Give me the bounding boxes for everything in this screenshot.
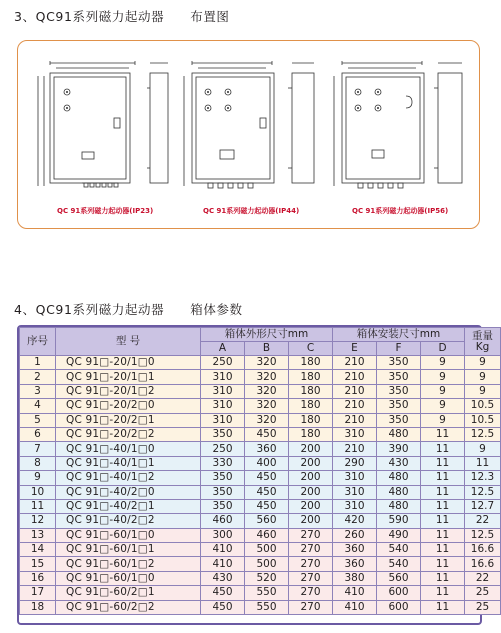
cell-b: 320 bbox=[245, 413, 289, 427]
table-row bbox=[20, 413, 501, 427]
cell-model: QC 91□-60/1□2 bbox=[56, 557, 201, 571]
cell-index: 1 bbox=[20, 356, 56, 370]
cell-e: 210 bbox=[333, 413, 377, 427]
table-row bbox=[20, 384, 501, 398]
cell-c: 270 bbox=[289, 528, 333, 542]
cabinet-ip44-drawing bbox=[180, 58, 330, 203]
layout-heading-number: 3、 bbox=[14, 9, 36, 24]
cell-index: 12 bbox=[20, 514, 56, 528]
cell-d: 11 bbox=[421, 471, 465, 485]
cell-c: 200 bbox=[289, 471, 333, 485]
cell-f: 350 bbox=[377, 356, 421, 370]
table-row bbox=[20, 557, 501, 571]
cell-c: 270 bbox=[289, 600, 333, 614]
cell-e: 360 bbox=[333, 557, 377, 571]
header-col-b: B bbox=[245, 342, 289, 356]
cell-c: 200 bbox=[289, 499, 333, 513]
parameters-heading-title: QC91系列磁力起动器 bbox=[35, 302, 165, 317]
layout-heading-title: QC91系列磁力起动器 bbox=[35, 9, 165, 24]
cell-b: 450 bbox=[245, 471, 289, 485]
cell-e: 210 bbox=[333, 442, 377, 456]
cell-d: 9 bbox=[421, 384, 465, 398]
cell-model: QC 91□-60/1□0 bbox=[56, 528, 201, 542]
cell-c: 270 bbox=[289, 557, 333, 571]
cell-e: 410 bbox=[333, 600, 377, 614]
cell-a: 450 bbox=[201, 586, 245, 600]
cell-d: 11 bbox=[421, 586, 465, 600]
cell-e: 310 bbox=[333, 427, 377, 441]
cell-b: 320 bbox=[245, 370, 289, 384]
cell-weight: 12.5 bbox=[465, 528, 501, 542]
cell-f: 350 bbox=[377, 413, 421, 427]
cell-index: 9 bbox=[20, 471, 56, 485]
cell-a: 250 bbox=[201, 356, 245, 370]
cell-f: 490 bbox=[377, 528, 421, 542]
cell-d: 9 bbox=[421, 413, 465, 427]
cell-a: 460 bbox=[201, 514, 245, 528]
cell-b: 520 bbox=[245, 571, 289, 585]
table-row bbox=[20, 600, 501, 614]
table-row bbox=[20, 356, 501, 370]
cell-e: 410 bbox=[333, 586, 377, 600]
cell-index: 3 bbox=[20, 384, 56, 398]
cell-f: 540 bbox=[377, 543, 421, 557]
cell-weight: 25 bbox=[465, 600, 501, 614]
table-row bbox=[20, 427, 501, 441]
cell-e: 210 bbox=[333, 399, 377, 413]
cell-d: 11 bbox=[421, 543, 465, 557]
table-row bbox=[20, 586, 501, 600]
header-col-c: C bbox=[289, 342, 333, 356]
cell-d: 11 bbox=[421, 485, 465, 499]
cell-a: 350 bbox=[201, 427, 245, 441]
cell-c: 180 bbox=[289, 356, 333, 370]
layout-heading bbox=[14, 7, 230, 25]
cell-e: 310 bbox=[333, 485, 377, 499]
header-col-d: D bbox=[421, 342, 465, 356]
cell-e: 210 bbox=[333, 370, 377, 384]
cell-model: QC 91□-40/1□1 bbox=[56, 456, 201, 470]
cell-model: QC 91□-20/2□1 bbox=[56, 413, 201, 427]
cell-model: QC 91□-40/1□2 bbox=[56, 471, 201, 485]
cell-f: 600 bbox=[377, 600, 421, 614]
cell-f: 540 bbox=[377, 557, 421, 571]
cell-model: QC 91□-60/2□1 bbox=[56, 586, 201, 600]
cell-model: QC 91□-20/2□0 bbox=[56, 399, 201, 413]
cell-b: 550 bbox=[245, 600, 289, 614]
header-col-f: F bbox=[377, 342, 421, 356]
cell-d: 9 bbox=[421, 399, 465, 413]
cell-f: 560 bbox=[377, 571, 421, 585]
cell-c: 270 bbox=[289, 586, 333, 600]
parameters-heading-subtitle: 箱体参数 bbox=[190, 302, 243, 317]
cell-index: 2 bbox=[20, 370, 56, 384]
cell-index: 18 bbox=[20, 600, 56, 614]
layout-heading-subtitle: 布置图 bbox=[190, 9, 230, 24]
cabinet-parameter-table bbox=[17, 325, 495, 625]
cell-e: 360 bbox=[333, 543, 377, 557]
cell-weight: 16.6 bbox=[465, 543, 501, 557]
table-row bbox=[20, 543, 501, 557]
cell-a: 450 bbox=[201, 600, 245, 614]
table-row bbox=[20, 456, 501, 470]
cell-b: 550 bbox=[245, 586, 289, 600]
cell-f: 390 bbox=[377, 442, 421, 456]
cell-index: 11 bbox=[20, 499, 56, 513]
cell-c: 180 bbox=[289, 413, 333, 427]
cell-index: 14 bbox=[20, 543, 56, 557]
cell-e: 310 bbox=[333, 499, 377, 513]
cell-c: 200 bbox=[289, 442, 333, 456]
table-row bbox=[20, 370, 501, 384]
cell-c: 270 bbox=[289, 571, 333, 585]
dimension-table bbox=[19, 327, 501, 615]
cell-c: 180 bbox=[289, 427, 333, 441]
cell-index: 8 bbox=[20, 456, 56, 470]
parameters-heading bbox=[14, 300, 243, 318]
header-weight bbox=[465, 328, 501, 356]
caption-ip44: QC 91系列磁力起动器(IP44) bbox=[203, 207, 300, 215]
header-weight-unit: Kg bbox=[475, 340, 490, 353]
cell-c: 180 bbox=[289, 399, 333, 413]
cabinet-ip56-drawing bbox=[330, 58, 480, 203]
cell-e: 210 bbox=[333, 384, 377, 398]
cell-d: 9 bbox=[421, 370, 465, 384]
table-row bbox=[20, 571, 501, 585]
cell-e: 260 bbox=[333, 528, 377, 542]
table-row bbox=[20, 485, 501, 499]
table-row bbox=[20, 471, 501, 485]
cell-weight: 11 bbox=[465, 456, 501, 470]
cell-index: 10 bbox=[20, 485, 56, 499]
table-row bbox=[20, 442, 501, 456]
cell-d: 9 bbox=[421, 356, 465, 370]
cell-d: 11 bbox=[421, 456, 465, 470]
cell-f: 480 bbox=[377, 471, 421, 485]
cabinet-ip23-drawing bbox=[30, 58, 180, 203]
cell-f: 590 bbox=[377, 514, 421, 528]
cell-weight: 10.5 bbox=[465, 399, 501, 413]
header-install-dimensions: 箱体安装尺寸mm bbox=[333, 328, 465, 342]
cell-f: 600 bbox=[377, 586, 421, 600]
cell-weight: 12.5 bbox=[465, 427, 501, 441]
cell-f: 350 bbox=[377, 384, 421, 398]
caption-ip23: QC 91系列磁力起动器(IP23) bbox=[57, 207, 154, 215]
cell-d: 11 bbox=[421, 571, 465, 585]
cell-weight: 9 bbox=[465, 442, 501, 456]
cell-a: 410 bbox=[201, 543, 245, 557]
table-row bbox=[20, 399, 501, 413]
header-model: 型 号 bbox=[56, 328, 201, 356]
cell-model: QC 91□-40/2□1 bbox=[56, 499, 201, 513]
table-row bbox=[20, 514, 501, 528]
cell-a: 350 bbox=[201, 485, 245, 499]
table-row bbox=[20, 499, 501, 513]
caption-ip56: QC 91系列磁力起动器(IP56) bbox=[352, 207, 449, 215]
cell-weight: 16.6 bbox=[465, 557, 501, 571]
cell-weight: 22 bbox=[465, 514, 501, 528]
cell-weight: 10.5 bbox=[465, 413, 501, 427]
cell-model: QC 91□-40/1□0 bbox=[56, 442, 201, 456]
cell-b: 450 bbox=[245, 427, 289, 441]
cell-b: 320 bbox=[245, 356, 289, 370]
cell-index: 4 bbox=[20, 399, 56, 413]
cell-model: QC 91□-60/2□2 bbox=[56, 600, 201, 614]
cell-a: 310 bbox=[201, 413, 245, 427]
cell-b: 500 bbox=[245, 543, 289, 557]
cell-c: 180 bbox=[289, 370, 333, 384]
cell-b: 450 bbox=[245, 485, 289, 499]
cell-c: 200 bbox=[289, 485, 333, 499]
cell-f: 480 bbox=[377, 427, 421, 441]
cell-weight: 12.5 bbox=[465, 485, 501, 499]
cell-e: 210 bbox=[333, 356, 377, 370]
cell-a: 310 bbox=[201, 399, 245, 413]
header-outer-dimensions: 箱体外形尺寸mm bbox=[201, 328, 333, 342]
cell-a: 310 bbox=[201, 384, 245, 398]
cell-e: 290 bbox=[333, 456, 377, 470]
cell-e: 310 bbox=[333, 471, 377, 485]
cell-d: 11 bbox=[421, 427, 465, 441]
cell-f: 480 bbox=[377, 499, 421, 513]
cell-a: 330 bbox=[201, 456, 245, 470]
table-row bbox=[20, 528, 501, 542]
cell-index: 17 bbox=[20, 586, 56, 600]
cell-a: 310 bbox=[201, 370, 245, 384]
cell-a: 350 bbox=[201, 499, 245, 513]
header-col-e: E bbox=[333, 342, 377, 356]
header-index: 序号 bbox=[20, 328, 56, 356]
cell-d: 11 bbox=[421, 528, 465, 542]
cell-d: 11 bbox=[421, 499, 465, 513]
cell-a: 350 bbox=[201, 471, 245, 485]
cell-f: 350 bbox=[377, 370, 421, 384]
cell-index: 6 bbox=[20, 427, 56, 441]
cell-model: QC 91□-20/1□0 bbox=[56, 356, 201, 370]
cell-weight: 12.7 bbox=[465, 499, 501, 513]
cell-e: 380 bbox=[333, 571, 377, 585]
cell-b: 560 bbox=[245, 514, 289, 528]
cell-model: QC 91□-40/2□2 bbox=[56, 514, 201, 528]
cell-a: 300 bbox=[201, 528, 245, 542]
cell-b: 320 bbox=[245, 384, 289, 398]
cell-a: 410 bbox=[201, 557, 245, 571]
cell-b: 320 bbox=[245, 399, 289, 413]
cell-index: 16 bbox=[20, 571, 56, 585]
cell-b: 360 bbox=[245, 442, 289, 456]
cell-b: 400 bbox=[245, 456, 289, 470]
cell-index: 13 bbox=[20, 528, 56, 542]
cell-c: 270 bbox=[289, 543, 333, 557]
parameters-heading-number: 4、 bbox=[14, 302, 36, 317]
cell-index: 7 bbox=[20, 442, 56, 456]
cell-index: 5 bbox=[20, 413, 56, 427]
cell-weight: 9 bbox=[465, 370, 501, 384]
cell-b: 450 bbox=[245, 499, 289, 513]
cell-d: 11 bbox=[421, 600, 465, 614]
cell-model: QC 91□-20/1□2 bbox=[56, 384, 201, 398]
cell-d: 11 bbox=[421, 514, 465, 528]
cell-f: 350 bbox=[377, 399, 421, 413]
cell-model: QC 91□-60/1□0 bbox=[56, 571, 201, 585]
cell-model: QC 91□-20/1□1 bbox=[56, 370, 201, 384]
cell-a: 430 bbox=[201, 571, 245, 585]
cell-d: 11 bbox=[421, 442, 465, 456]
cell-e: 420 bbox=[333, 514, 377, 528]
cell-c: 200 bbox=[289, 514, 333, 528]
cell-f: 430 bbox=[377, 456, 421, 470]
cell-weight: 12.3 bbox=[465, 471, 501, 485]
cell-b: 460 bbox=[245, 528, 289, 542]
cell-weight: 25 bbox=[465, 586, 501, 600]
header-col-a: A bbox=[201, 342, 245, 356]
cell-weight: 9 bbox=[465, 384, 501, 398]
cell-c: 200 bbox=[289, 456, 333, 470]
cell-weight: 22 bbox=[465, 571, 501, 585]
cell-model: QC 91□-60/1□1 bbox=[56, 543, 201, 557]
cell-index: 15 bbox=[20, 557, 56, 571]
cell-b: 500 bbox=[245, 557, 289, 571]
cell-f: 480 bbox=[377, 485, 421, 499]
cell-d: 11 bbox=[421, 557, 465, 571]
header-weight-label: 重量 bbox=[472, 329, 493, 342]
cell-c: 180 bbox=[289, 384, 333, 398]
cell-model: QC 91□-20/2□2 bbox=[56, 427, 201, 441]
cell-model: QC 91□-40/2□0 bbox=[56, 485, 201, 499]
cell-a: 250 bbox=[201, 442, 245, 456]
cell-weight: 9 bbox=[465, 356, 501, 370]
